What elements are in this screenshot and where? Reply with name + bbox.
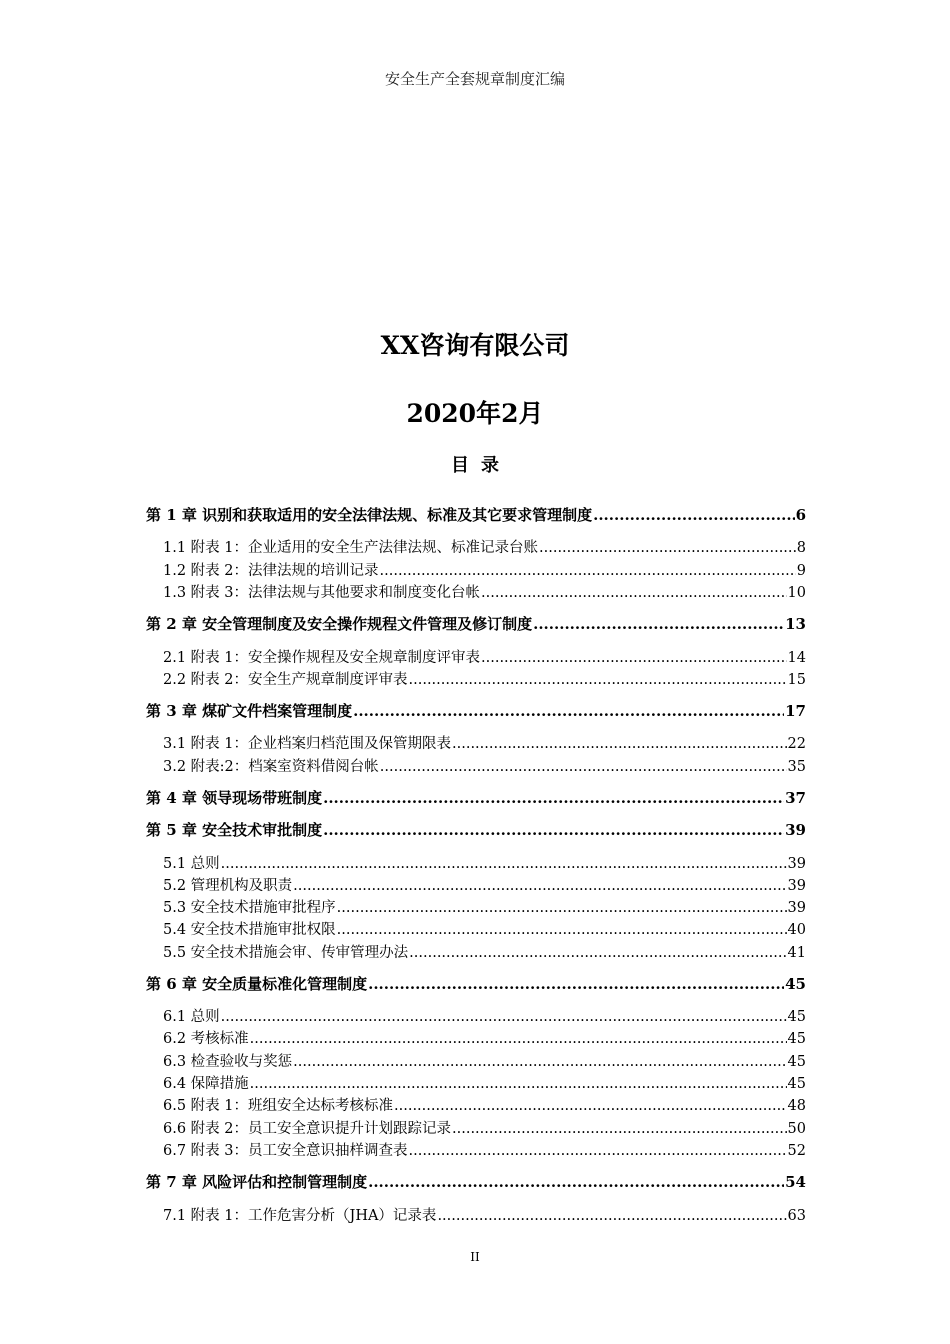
dot-leader (250, 1076, 787, 1092)
toc-section-entry[interactable] (163, 668, 806, 689)
running-header: 安全生产全套规章制度汇编 (384, 70, 565, 88)
toc-entry-page: 39 (785, 821, 806, 839)
dot-leader (533, 615, 784, 633)
toc-entry-page: 22 (787, 736, 806, 752)
dot-leader (409, 672, 787, 688)
toc-entry-title: 5.5 安全技术措施会审、传审管理办法 (163, 945, 409, 961)
dot-leader (323, 789, 784, 807)
toc-entry-title: 3.2 附表:2：档案室资料借阅台帐 (163, 759, 379, 775)
dot-leader (353, 702, 784, 720)
toc-entry-title: 5.2 管理机构及职责 (163, 878, 293, 894)
toc-entry-page: 13 (785, 615, 806, 633)
dot-leader (323, 821, 784, 839)
toc-entry-page: 17 (785, 702, 806, 720)
toc-entry-page: 48 (787, 1098, 806, 1114)
toc-entry-title: 6.5 附表 1：班组安全达标考核标准 (163, 1098, 394, 1114)
toc-title: 目录 (451, 455, 511, 476)
toc-entry-page: 14 (787, 650, 806, 666)
dot-leader (593, 506, 794, 524)
toc-entry-page: 39 (787, 878, 806, 894)
toc-section-entry[interactable] (163, 1072, 806, 1093)
toc-entry-page: 50 (787, 1121, 806, 1137)
toc-chapter-entry[interactable] (146, 1171, 806, 1192)
toc-entry-title: 5.3 安全技术措施审批程序 (163, 900, 336, 916)
toc-entry-page: 52 (787, 1143, 806, 1159)
dot-leader (293, 1054, 786, 1070)
dot-leader (368, 1173, 784, 1191)
dot-leader (221, 856, 787, 872)
page-number: II (470, 1250, 480, 1264)
toc-entry-title: 2.1 附表 1：安全操作规程及安全规章制度评审表 (163, 650, 481, 666)
toc-entry-title: 6.6 附表 2：员工安全意识提升计划跟踪记录 (163, 1121, 452, 1137)
dot-leader (250, 1031, 787, 1047)
dot-leader (368, 975, 784, 993)
toc-section-entry[interactable] (163, 1139, 806, 1160)
toc-entry-title: 5.4 安全技术措施审批权限 (163, 922, 336, 938)
toc-section-entry[interactable] (163, 581, 806, 602)
toc-entry-page: 39 (787, 900, 806, 916)
toc-chapter-entry[interactable] (146, 700, 806, 721)
toc-entry-title: 7.1 附表 1：工作危害分析（JHA）记录表 (163, 1208, 437, 1224)
toc-entry-title: 第 3 章 煤矿文件档案管理制度 (146, 702, 353, 720)
toc-section-entry[interactable] (163, 1050, 806, 1071)
toc-entry-page: 54 (785, 1173, 806, 1191)
toc-section-entry[interactable] (163, 941, 806, 962)
document-date: 2020年2月 (406, 399, 544, 428)
toc-section-entry[interactable] (163, 755, 806, 776)
dot-leader (409, 1143, 787, 1159)
toc-section-entry[interactable] (163, 1027, 806, 1048)
toc-entry-page: 41 (787, 945, 806, 961)
dot-leader (409, 945, 786, 961)
dot-leader (221, 1009, 787, 1025)
toc-section-entry[interactable] (163, 1005, 806, 1026)
toc-section-entry[interactable] (163, 918, 806, 939)
dot-leader (539, 540, 796, 556)
toc-entry-title: 1.3 附表 3：法律法规与其他要求和制度变化台帐 (163, 585, 481, 601)
toc-chapter-entry[interactable] (146, 787, 806, 808)
dot-leader (293, 878, 786, 894)
toc-entry-page: 45 (787, 1031, 806, 1047)
toc-section-entry[interactable] (163, 536, 806, 557)
toc-entry-title: 第 5 章 安全技术审批制度 (146, 821, 323, 839)
toc-section-entry[interactable] (163, 646, 806, 667)
toc-section-entry[interactable] (163, 559, 806, 580)
dot-leader (437, 1208, 786, 1224)
toc-section-entry[interactable] (163, 852, 806, 873)
dot-leader (394, 1098, 787, 1114)
toc-section-entry[interactable] (163, 1204, 806, 1225)
toc-entry-page: 10 (787, 585, 806, 601)
toc-entry-title: 5.1 总则 (163, 856, 220, 872)
toc-entry-title: 第 4 章 领导现场带班制度 (146, 789, 323, 807)
toc-chapter-entry[interactable] (146, 819, 806, 840)
toc-entry-title: 2.2 附表 2：安全生产规章制度评审表 (163, 672, 408, 688)
toc-section-entry[interactable] (163, 874, 806, 895)
toc-entry-page: 40 (787, 922, 806, 938)
toc-entry-page: 63 (787, 1208, 806, 1224)
toc-entry-page: 39 (787, 856, 806, 872)
dot-leader (337, 900, 787, 916)
toc-section-entry[interactable] (163, 732, 806, 753)
toc-entry-page: 37 (785, 789, 806, 807)
dot-leader (452, 1121, 787, 1137)
toc-section-entry[interactable] (163, 896, 806, 917)
toc-chapter-entry[interactable] (146, 973, 806, 994)
toc-entry-title: 第 1 章 识别和获取适用的安全法律法规、标准及其它要求管理制度 (146, 506, 593, 524)
toc-entry-page: 6 (795, 506, 806, 524)
toc-entry-title: 6.4 保障措施 (163, 1076, 249, 1092)
toc-entry-title: 第 7 章 风险评估和控制管理制度 (146, 1173, 368, 1191)
toc-section-entry[interactable] (163, 1117, 806, 1138)
toc-entry-title: 3.1 附表 1：企业档案归档范围及保管期限表 (163, 736, 452, 752)
toc-chapter-entry[interactable] (146, 504, 806, 525)
dot-leader (481, 650, 787, 666)
dot-leader (452, 736, 787, 752)
toc-chapter-entry[interactable] (146, 613, 806, 634)
toc-entry-page: 15 (787, 672, 806, 688)
toc-entry-page: 45 (787, 1009, 806, 1025)
dot-leader (380, 759, 787, 775)
toc-entry-title: 6.2 考核标准 (163, 1031, 249, 1047)
toc-entry-page: 35 (787, 759, 806, 775)
toc-entry-title: 6.3 检查验收与奖惩 (163, 1054, 293, 1070)
company-name: XX咨询有限公司 (380, 331, 570, 360)
toc-entry-page: 45 (787, 1076, 806, 1092)
dot-leader (481, 585, 787, 601)
toc-entry-page: 45 (785, 975, 806, 993)
toc-entry-title: 6.7 附表 3：员工安全意识抽样调查表 (163, 1143, 408, 1159)
toc-entry-title: 1.1 附表 1：企业适用的安全生产法律法规、标准记录台账 (163, 540, 539, 556)
dot-leader (380, 563, 796, 579)
toc-entry-title: 1.2 附表 2：法律法规的培训记录 (163, 563, 379, 579)
toc-entry-page: 9 (796, 563, 806, 579)
toc-entry-page: 8 (796, 540, 806, 556)
toc-entry-title: 第 6 章 安全质量标准化管理制度 (146, 975, 368, 993)
toc-entry-page: 45 (787, 1054, 806, 1070)
dot-leader (337, 922, 787, 938)
toc-entry-title: 6.1 总则 (163, 1009, 220, 1025)
toc-section-entry[interactable] (163, 1094, 806, 1115)
toc-entry-title: 第 2 章 安全管理制度及安全操作规程文件管理及修订制度 (146, 615, 533, 633)
